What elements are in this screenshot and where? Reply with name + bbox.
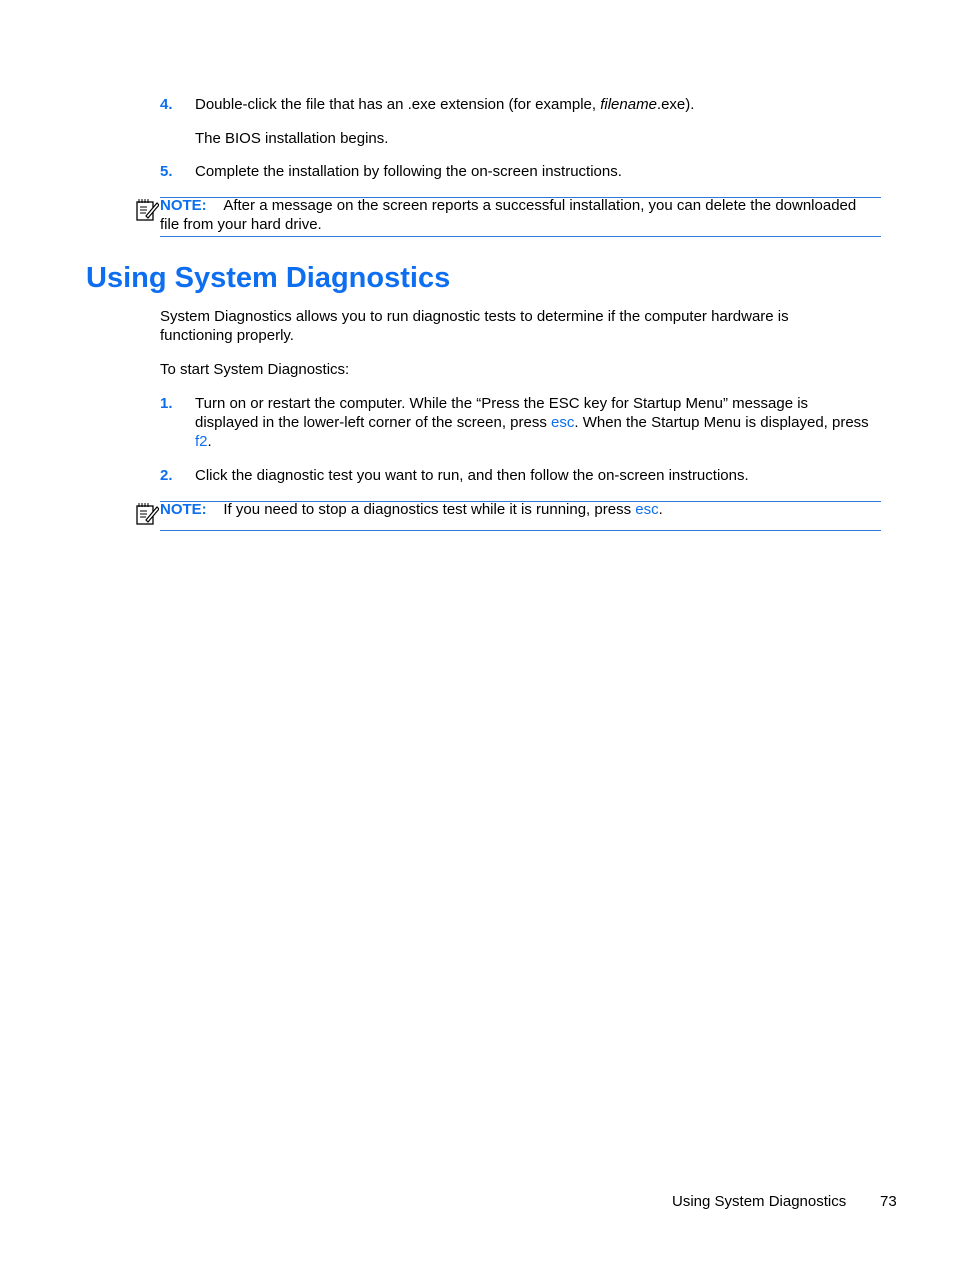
step-text: Complete the installation by following the on-screen instructions. bbox=[195, 163, 622, 180]
step-number: 5. bbox=[160, 163, 173, 180]
step-number: 1. bbox=[160, 395, 173, 412]
step-result-text: The BIOS installation begins. bbox=[195, 130, 389, 147]
intro-paragraph: System Diagnostics allows you to run diagnostic tests to determine if the computer hardware is functioning properly. bbox=[160, 308, 789, 344]
note-bottom-rule bbox=[160, 236, 881, 237]
step-text: Click the diagnostic test you want to run, and then follow the on-screen instructions. bbox=[195, 467, 749, 484]
esc-key-link[interactable]: esc bbox=[635, 501, 659, 518]
note-icon bbox=[135, 502, 159, 526]
step-number: 4. bbox=[160, 96, 173, 113]
note-icon bbox=[135, 198, 159, 222]
note-bottom-rule bbox=[160, 530, 881, 531]
note-label: NOTE: bbox=[160, 197, 207, 214]
page-number: 73 bbox=[880, 1193, 897, 1210]
note-label: NOTE: bbox=[160, 501, 207, 518]
step-text: Turn on or restart the computer. While the “Press the ESC key for Startup Menu” message is displayed in the lower-left corner of the screen, press esc. When the Startup Menu is displayed, press f2. bbox=[195, 395, 869, 450]
section-heading: Using System Diagnostics bbox=[86, 262, 451, 294]
esc-key-link[interactable]: esc bbox=[551, 414, 575, 431]
step-number: 2. bbox=[160, 467, 173, 484]
note-body: NOTE: After a message on the screen reports a successful installation, you can delete the downloaded file from your hard drive. bbox=[160, 197, 857, 233]
footer-section-title: Using System Diagnostics bbox=[672, 1193, 847, 1210]
f2-key-link[interactable]: f2 bbox=[195, 433, 208, 450]
start-label: To start System Diagnostics: bbox=[160, 361, 350, 378]
note-body: NOTE: If you need to stop a diagnostics test while it is running, press esc. bbox=[160, 501, 663, 518]
step-text: Double-click the file that has an .exe extension (for example, filename.exe). bbox=[195, 96, 695, 113]
